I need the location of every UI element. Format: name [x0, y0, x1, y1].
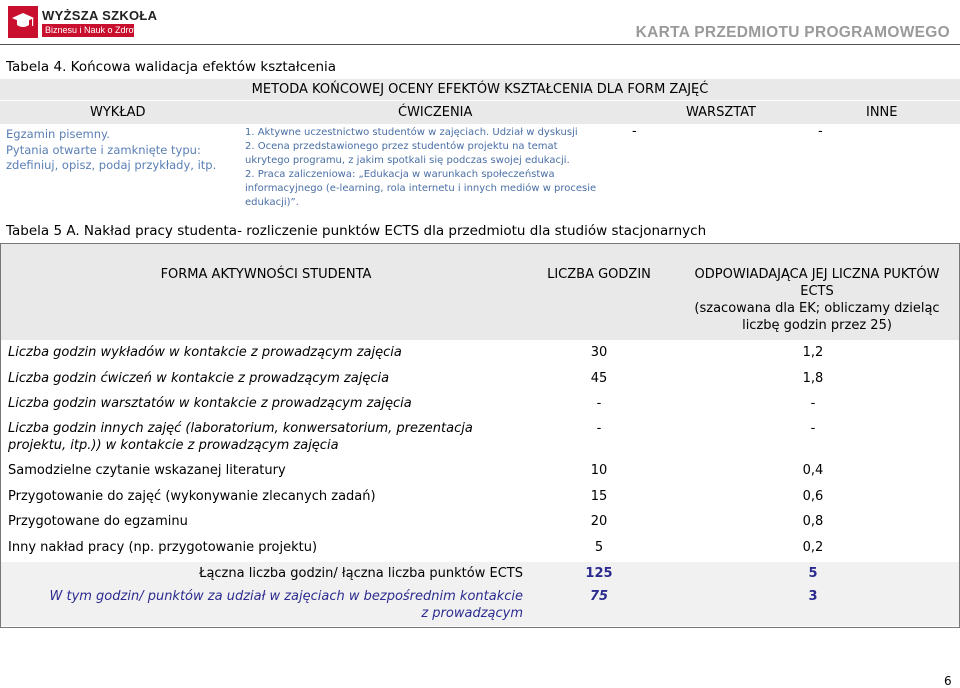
text-line: W tym godzin/ punktów za udział w zajęciach w bezpośrednim kontakcie [49, 589, 523, 604]
header-activity: FORMA AKTYWNOŚCI STUDENTA [160, 267, 372, 282]
table-row [1, 420, 959, 458]
text-line: ukrytego programu, z jakim spotkali się podczas swojej edukacji. [245, 155, 570, 166]
ects-table-header [1, 244, 959, 340]
text-line: liczbę godzin przez 25) [742, 318, 892, 333]
row-ects: 0,4 [802, 463, 824, 478]
row-hours: 45 [590, 371, 608, 386]
table-row [1, 539, 959, 559]
text-line: projektu, itp.)) w kontakcie z prowadzącym zajęcia [8, 438, 339, 453]
row-label: Liczba godzin warsztatów w kontakcie z prowadzącym zajęcia [8, 396, 412, 411]
table4-caption: Tabela 4. Końcowa walidacja efektów kształcenia [6, 59, 337, 75]
table-row [1, 370, 959, 390]
column-warsztat: WARSZTAT [686, 105, 756, 120]
total-ects: 5 [808, 566, 818, 581]
row-hours: 20 [590, 514, 608, 529]
row-ects: 1,2 [802, 345, 824, 360]
header-divider [0, 44, 960, 45]
text-line: (szacowana dla EK; obliczamy dzieląc [694, 301, 940, 316]
text-line: zdefiniuj, opisz, podaj przykłady, itp. [6, 158, 217, 172]
column-inne: INNE [866, 105, 898, 120]
cwiczenia-method [245, 126, 630, 210]
contact-label [21, 588, 523, 622]
table-row [1, 344, 959, 364]
row-label: Liczba godzin wykładów w kontakcie z prowadzącym zajęcia [8, 345, 402, 360]
text-line: Pytania otwarte i zamknięte typu: [6, 142, 201, 157]
text-line: ODPOWIADAJĄCA JEJ LICZNA PUKTÓW [694, 267, 940, 282]
warsztat-method: - [632, 124, 637, 139]
header-hours: LICZBA GODZIN [547, 267, 651, 282]
row-hours: - [596, 396, 602, 411]
column-cwiczenia: ĆWICZENIA [398, 105, 473, 120]
row-label: Przygotowane do egzaminu [8, 514, 188, 529]
row-label: Liczba godzin ćwiczeń w kontakcie z prowadzącym zajęcia [8, 371, 390, 386]
table5-caption: Tabela 5 A. Nakład pracy studenta- rozliczenie punktów ECTS dla przedmiotu dla studiów stacjonarnych [6, 223, 707, 239]
logo-name: WYŻSZA SZKOŁA [42, 8, 158, 23]
text-line: z prowadzącym [421, 606, 523, 621]
table4-header: METODA KOŃCOWEJ OCENY EFEKTÓW KSZTAŁCENIA DLA FORM ZAJĘĆ [0, 79, 960, 100]
table-row [1, 513, 959, 533]
row-ects: 0,6 [802, 489, 824, 504]
text-line: Egzamin pisemny. [6, 127, 110, 141]
total-hours: 125 [585, 566, 613, 581]
row-ects: - [810, 421, 816, 436]
contact-hours: 75 [589, 589, 609, 604]
column-wyklad: WYKŁAD [90, 105, 146, 120]
row-ects: 1,8 [802, 371, 824, 386]
page-number: 6 [944, 674, 952, 688]
total-label: Łączna liczba godzin/ łączna liczba punktów ECTS [199, 566, 523, 581]
row-hours: - [596, 421, 602, 436]
table-row [1, 395, 959, 415]
row-label: Inny nakład pracy (np. przygotowanie projektu) [8, 540, 318, 555]
contact-ects: 3 [808, 589, 818, 604]
text-line: Liczba godzin innych zajęć (laboratorium, konwersatorium, prezentacja [8, 421, 473, 436]
total-row [1, 562, 959, 586]
text-line: 2. Ocena przedstawionego przez studentów projektu na temat [245, 141, 558, 152]
row-hours: 5 [594, 540, 604, 555]
row-ects: - [810, 396, 816, 411]
table4-column-headers [0, 101, 960, 124]
graduation-cap-icon [8, 6, 38, 38]
row-hours: 15 [590, 489, 608, 504]
row-label: Samodzielne czytanie wskazanej literatury [8, 463, 286, 478]
text-line: 2. Praca zaliczeniowa: „Edukacja w warunkach społeczeństwa [245, 169, 555, 180]
text-line: 1. Aktywne uczestnictwo studentów w zajęciach. Udział w dyskusji [245, 127, 578, 138]
text-line: informacyjnego (e-learning, rola internetu i innych mediów w procesie [245, 183, 597, 194]
wyklad-method [6, 127, 234, 174]
row-hours: 10 [590, 463, 608, 478]
row-label [8, 420, 473, 454]
header-ects [677, 266, 957, 334]
row-ects: 0,8 [802, 514, 824, 529]
logo-subtitle: Biznesu i Nauk o Zdrowiu [45, 25, 148, 35]
table-row [1, 462, 959, 482]
table-row [1, 488, 959, 508]
inne-method: - [818, 124, 823, 139]
row-ects: 0,2 [802, 540, 824, 555]
row-label: Przygotowanie do zajęć (wykonywanie zlecanych zadań) [8, 489, 376, 504]
text-line: ECTS [800, 284, 834, 299]
row-hours: 30 [590, 345, 608, 360]
school-logo [8, 6, 158, 38]
contact-row [1, 586, 959, 626]
text-line: edukacji)”. [245, 197, 299, 208]
ects-table [0, 243, 960, 628]
document-title: KARTA PRZEDMIOTU PROGRAMOWEGO [635, 24, 950, 41]
